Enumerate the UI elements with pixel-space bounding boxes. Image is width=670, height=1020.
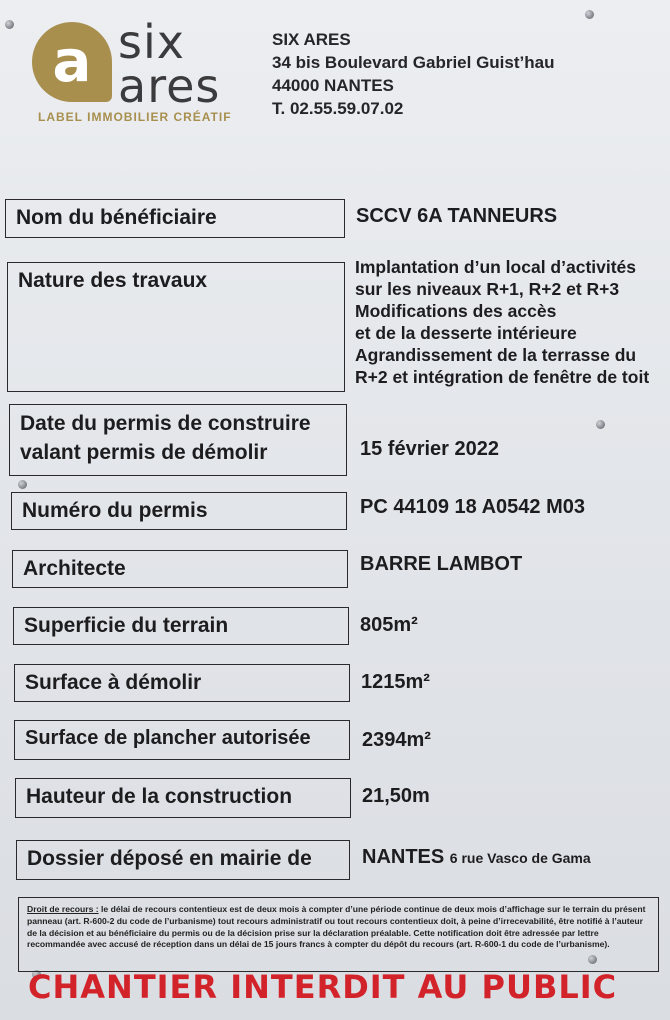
works-line: Agrandissement de la terrasse du (355, 345, 637, 365)
site-forbidden-warning: CHANTIER INTERDIT AU PUBLIC (28, 968, 618, 1006)
label-demolition-area: Surface à démolir (14, 664, 350, 702)
legal-notice-lead: Droit de recours : (27, 904, 99, 914)
screw-icon (5, 20, 14, 29)
company-name: SIX ARES (272, 30, 351, 49)
logo-tagline: LABEL IMMOBILIER CRÉATIF (38, 110, 232, 124)
works-line: Implantation d’un local d’activités (355, 257, 637, 277)
label-construction-height: Hauteur de la construction (15, 778, 351, 818)
legal-notice (18, 897, 659, 972)
value-filed-at-town-hall (362, 846, 591, 869)
label-architect: Architecte (12, 550, 348, 588)
company-phone: T. 02.55.59.07.02 (272, 99, 404, 118)
screw-icon (18, 480, 27, 489)
logo-mark-letter: a (52, 27, 92, 95)
legal-notice-text: le délai de recours contentieux est de deux mois à compter d’une période continue de deux mois d’affichage sur le terrain du présent panneau (art. R-600-2 du code de l’urbanisme) tout recours administratif ou tout recours contentieux doit, à peine d’irrecevabilité, être notifié à l’auteur de la décision et au bénéficiaire du permis ou de la décision prise sur la déclaration préalable. Cette notification doit être adressée par lettre recommandée avec accusé de réception dans un délai de 15 jours francs à compter du dépôt du recours (art. R-600-1 du code de l’urbanisme). (27, 904, 646, 950)
six-ares-logo (30, 14, 230, 129)
value-town: NANTES (362, 846, 445, 868)
screw-icon (596, 420, 605, 429)
permit-date-label-line: valant permis de démolir (20, 441, 268, 464)
value-permit-date: 15 février 2022 (360, 438, 500, 460)
label-filed-at-town-hall: Dossier déposé en mairie de (16, 840, 350, 880)
label-land-area: Superficie du terrain (13, 607, 349, 645)
value-permit-number: PC 44109 18 A0542 M03 (360, 496, 585, 518)
works-line: et de la desserte intérieure (355, 323, 577, 343)
logo-word-ares: ares (118, 59, 221, 113)
value-architect: BARRE LAMBOT (360, 553, 523, 575)
label-floor-area: Surface de plancher autorisée (14, 720, 350, 760)
label-works-nature: Nature des travaux (7, 262, 345, 392)
value-town-address: 6 rue Vasco de Gama (449, 850, 591, 866)
value-beneficiary: SCCV 6A TANNEURS (356, 205, 558, 227)
works-line: Modifications des accès (355, 301, 557, 321)
value-works-nature (355, 256, 649, 388)
label-beneficiary: Nom du bénéficiaire (5, 199, 345, 238)
value-floor-area: 2394m² (362, 729, 431, 751)
works-line: sur les niveaux R+1, R+2 et R+3 (355, 279, 620, 299)
logo-mark (32, 22, 112, 102)
permit-date-label-line: Date du permis de construire (20, 412, 311, 435)
label-permit-date (9, 404, 347, 476)
label-permit-number: Numéro du permis (11, 492, 347, 530)
company-street: 34 bis Boulevard Gabriel Guist’hau (272, 53, 555, 72)
works-line: R+2 et intégration de fenêtre de toit (355, 367, 650, 387)
value-construction-height: 21,50m (362, 785, 430, 807)
value-land-area: 805m² (360, 614, 418, 636)
value-demolition-area: 1215m² (361, 671, 430, 693)
company-city: 44000 NANTES (272, 76, 394, 95)
screw-icon (585, 10, 594, 19)
logo-word-six: six (118, 15, 185, 69)
company-address (272, 28, 554, 120)
